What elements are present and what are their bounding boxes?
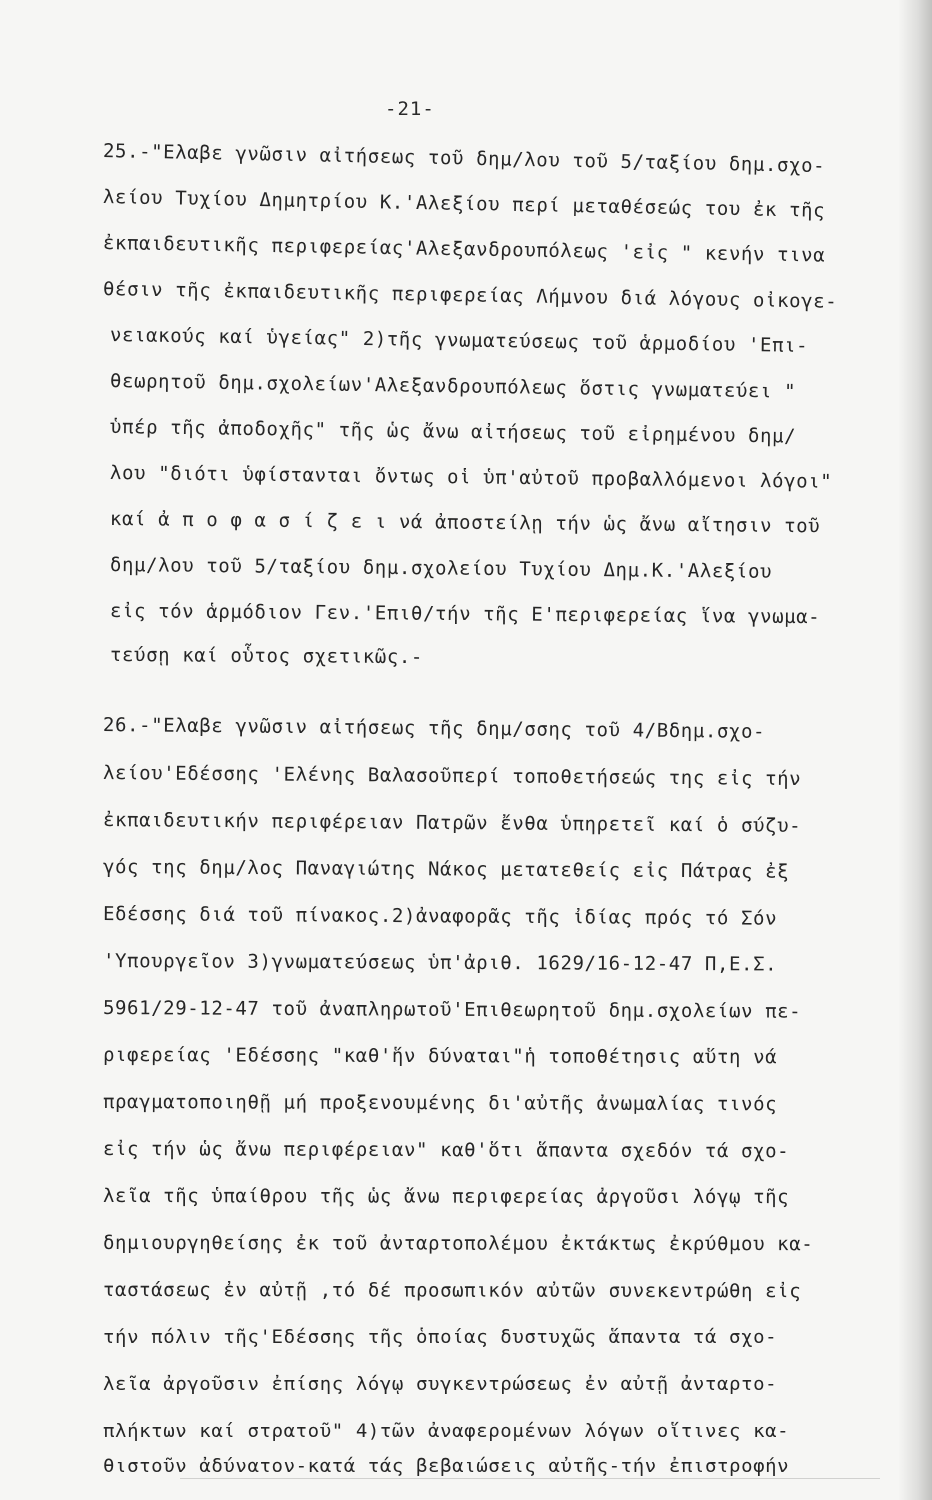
paragraph-25-line: εἰς τόν ἁρμόδιον Γεν.'Επιθ/τήν τῆς Ε'περιφερείας ἵνα γνωμα- [109,600,821,629]
paragraph-26-line: 26.-"Ελαβε γνῶσιν αἰτήσεως τῆς δημ/σσης τοῦ 4/Βδημ.σχο- [102,714,766,743]
paragraph-26-line: δημιουργηθείσης ἐκ τοῦ ἀνταρτοπολέμου ἐκτάκτως ἐκρύθμου κα- [102,1232,814,1256]
paragraph-26-line: ταστάσεως ἐν αὐτῇ ,τό δέ προσωπικόν αὐτῶν συνεκεντρώθη εἰς [102,1279,802,1303]
paragraph-25-line: 25.-"Ελαβε γνῶσιν αἰτήσεως τοῦ δημ/λου τοῦ 5/ταξίου δημ.σχο- [102,140,826,178]
paragraph-26-line: λεῖα ἀργοῦσιν ἐπίσης λόγῳ συγκεντρώσεως ἐν αὐτῇ ἀνταρτο- [103,1373,778,1395]
paragraph-25-line: δημ/λου τοῦ 5/ταξίου δημ.σχολείου Τυχίου Δημ.Κ.'Αλεξίου [109,554,773,583]
paragraph-26-line: πραγματοποιηθῇ μή προξενουμένης δι'αὐτῆς ἀνωμαλίας τινός [102,1091,778,1116]
page-number: -21- [385,98,435,120]
paragraph-25-line: νειακούς καί ὑγείας" 2)τῆς γνωματεύσεως τοῦ ἁρμοδίου 'Επι- [109,324,809,357]
bottom-bleed-line [180,1478,880,1479]
paragraph-26-line: εἰς τήν ὡς ἄνω περιφέρειαν" καθ'ὅτι ἅπαντα σχεδόν τά σχο- [102,1138,790,1163]
paragraph-26-line: 'Υπουργεῖον 3)γνωματεύσεως ὑπ'ἀριθ. 1629/16-12-47 Π,Ε.Σ. [102,950,778,976]
paragraph-26-line: λεῖα τῆς ὑπαίθρου τῆς ὡς ἄνω περιφερείας ἀργοῦσι λόγῳ τῆς [102,1185,790,1209]
paragraph-25-line: τεύσῃ καί οὗτος σχετικῶς.- [109,644,424,669]
paragraph-25-line: ἐκπαιδευτικῆς περιφερείας'Αλεξανδρουπόλεως 'εἰς " κενήν τινα [102,232,826,267]
paragraph-25-line: καί ἀ π ο φ α σ ί ζ ε ι νά ἀποστείλῃ τήν ὡς ἄνω αἴτησιν τοῦ [109,508,821,538]
paragraph-26-line: Εδέσσης διά τοῦ πίνακος.2)ἀναφορᾶς τῆς ἰδίας πρός τό Σόν [102,903,778,930]
paragraph-25-line: λείου Τυχίου Δημητρίου Κ.'Αλεξίου περί μεταθέσεώς του ἐκ τῆς [102,186,826,222]
paragraph-25-line: θέσιν τῆς ἐκπαιδευτικῆς περιφερείας Λήμνου διά λόγους οἰκογε- [102,278,838,313]
paragraph-26-line: λείου'Εδέσσης 'Ελένης Βαλασοῦπερί τοποθετήσεώς της εἰς τήν [102,762,802,791]
paragraph-26-line: γός της δημ/λος Παναγιώτης Νάκος μετατεθείς εἰς Πάτρας ἐξ [102,856,790,883]
paragraph-26-line: τήν πόλιν τῆς'Εδέσσης τῆς ὁποίας δυστυχῶς ἅπαντα τά σχο- [103,1326,778,1348]
paragraph-26-line: ἐκπαιδευτικήν περιφέρειαν Πατρῶν ἔνθα ὑπηρετεῖ καί ὁ σύζυ- [102,809,802,838]
paragraph-26-line: ριφερείας 'Εδέσσης "καθ'ἥν δύναται"ἡ τοποθέτησις αὕτη νά [102,1044,778,1069]
page-edge-shadow [898,0,932,1500]
paragraph-26-line: πλήκτων καί στρατοῦ" 4)τῶν ἀναφερομένων λόγων οἵτινες κα- [103,1420,790,1442]
paragraph-25-line: θεωρητοῦ δημ.σχολείων'Αλεξανδρουπόλεως ὅστις γνωματεύει " [109,370,797,403]
paragraph-26-line: 5961/29-12-47 τοῦ ἀναπληρωτοῦ'Επιθεωρητοῦ δημ.σχολείων πε- [102,997,802,1023]
paragraph-26-line: θιστοῦν ἀδύνατον-κατά τάς βεβαιώσεις αὐτῆς-τήν ἐπιστροφήν [103,1455,790,1477]
paragraph-25-line: ὑπέρ τῆς ἀποδοχῆς" τῆς ὡς ἄνω αἰτήσεως τοῦ εἰρημένου δημ/ [109,416,797,448]
paragraph-25-line: λου "διότι ὑφίστανται ὄντως οἱ ὑπ'αὐτοῦ προβαλλόμενοι λόγοι" [109,462,833,493]
